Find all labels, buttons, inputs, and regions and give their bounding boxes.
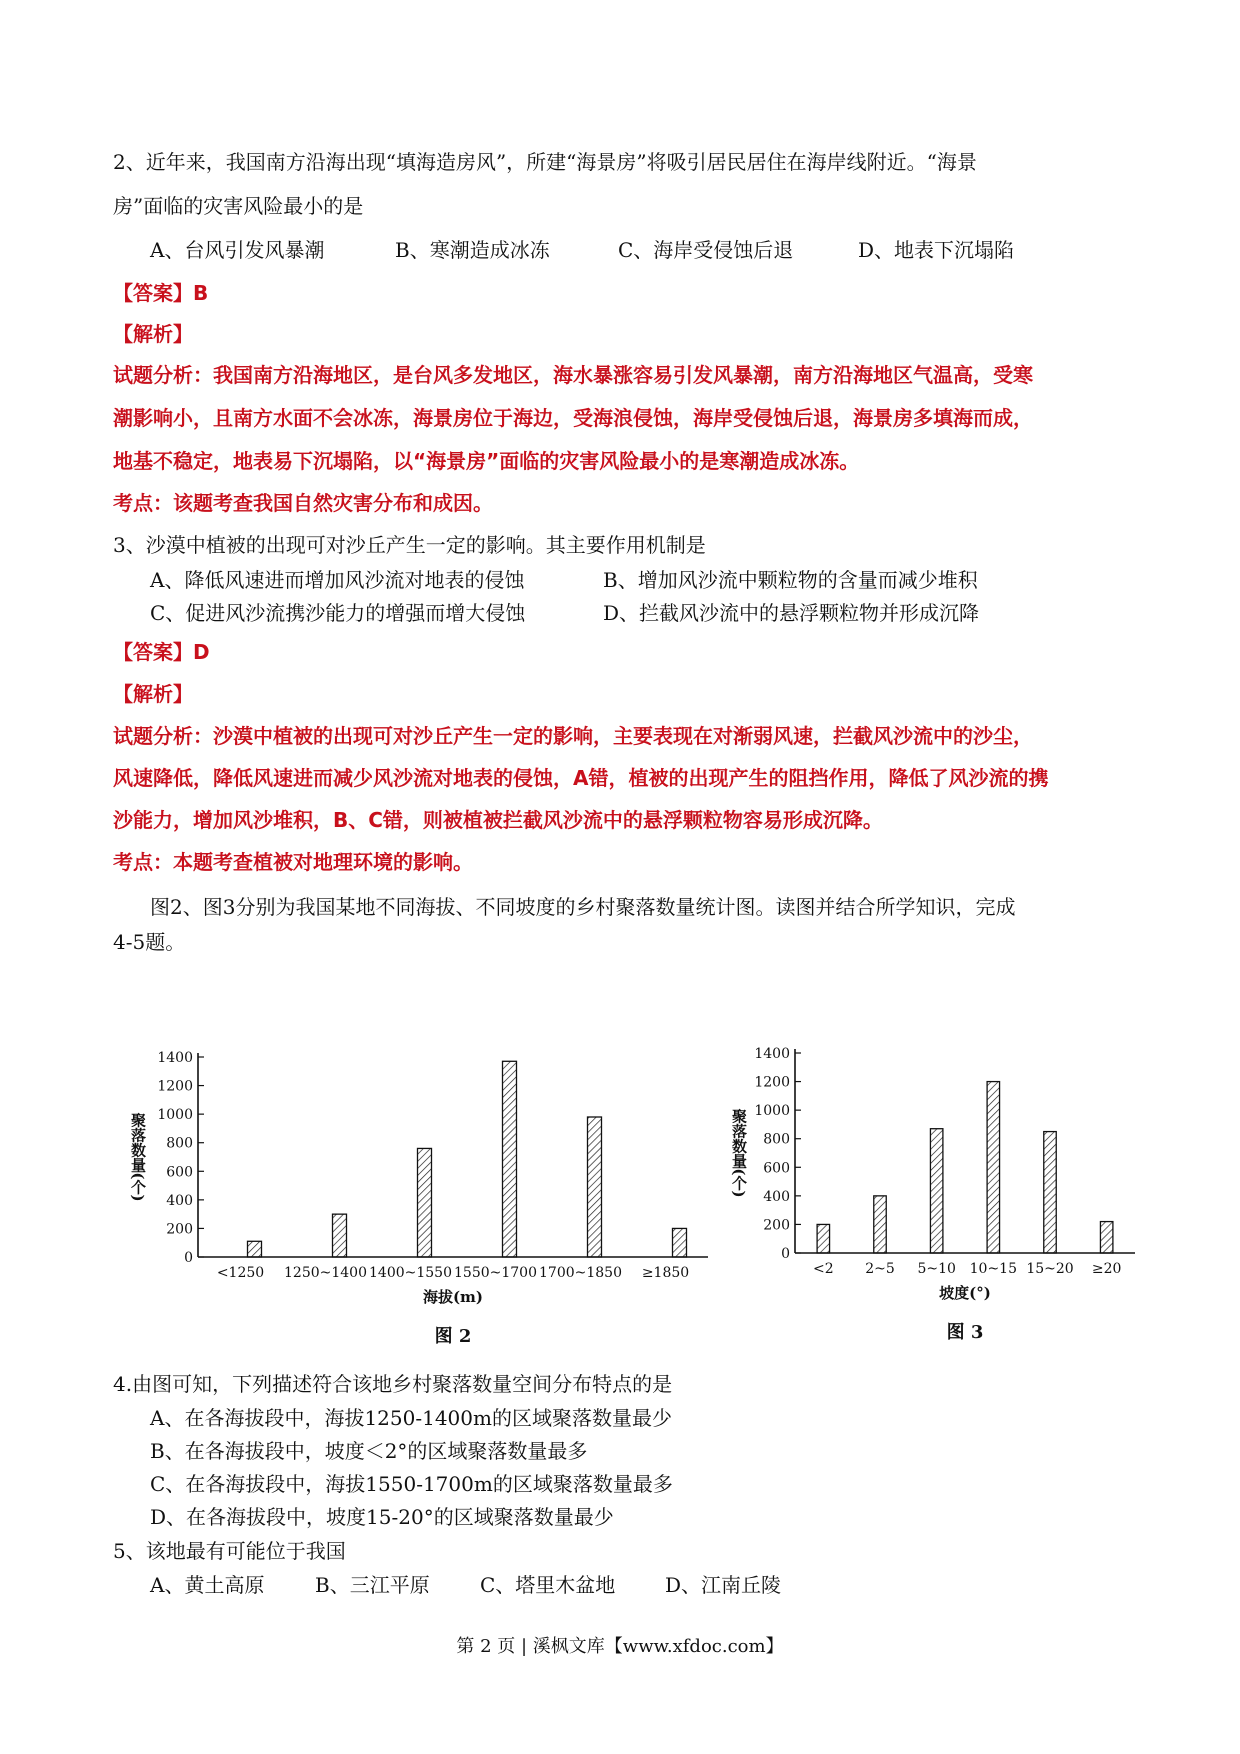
bar <box>1044 1132 1056 1253</box>
bar <box>333 1214 347 1257</box>
q4-option-c: C、在各海拔段中，海拔1550-1700m的区域聚落数量最多 <box>150 1472 673 1496</box>
x-tick-label: ≥20 <box>1091 1261 1122 1277</box>
x-tick-label: <1250 <box>216 1265 265 1281</box>
x-tick-label: ≥1850 <box>641 1265 690 1281</box>
q3-analysis-label: 【解析】 <box>113 682 193 706</box>
q3-analysis-line3: 沙能力，增加风沙堆积，B、C错，则被植被拦截风沙流中的悬浮颗粒物容易形成沉降。 <box>113 808 883 832</box>
x-tick-label: 10~15 <box>969 1261 1018 1277</box>
x-tick-label: 1250~1400 <box>284 1265 367 1281</box>
y-tick-label: 600 <box>166 1164 193 1181</box>
y-tick-label: 1000 <box>157 1107 193 1124</box>
q3-analysis-line1: 试题分析：沙漠中植被的出现可对沙丘产生一定的影响，主要表现在对渐弱风速，拦截风沙流中的沙尘， <box>113 724 1033 748</box>
x-tick-label: 2~5 <box>865 1261 895 1277</box>
figure-intro-line2: 4-5题。 <box>113 930 186 954</box>
bar <box>418 1148 432 1257</box>
chart-title: 图 3 <box>946 1322 984 1343</box>
bar <box>248 1241 262 1257</box>
y-tick-label: 800 <box>763 1131 790 1148</box>
y-tick-label: 400 <box>763 1188 790 1205</box>
q3-option-b: B、增加风沙流中颗粒物的含量而减少堆积 <box>603 568 978 592</box>
y-tick-label: 800 <box>166 1135 193 1152</box>
q3-answer: 【答案】D <box>113 640 210 664</box>
q4-stem: 4.由图可知，下列描述符合该地乡村聚落数量空间分布特点的是 <box>113 1372 673 1396</box>
page-footer: 第 2 页 | 溪枫文库【www.xfdoc.com】 <box>456 1636 784 1657</box>
q2-analysis-line2: 潮影响小，且南方水面不会冰冻，海景房位于海边，受海浪侵蚀，海岸受侵蚀后退，海景房多填海而成， <box>113 406 1033 430</box>
figure-2-chart <box>120 1020 720 1360</box>
x-axis-label: 海拔(m) <box>422 1288 484 1306</box>
q2-option-c: C、海岸受侵蚀后退 <box>618 238 794 262</box>
q4-option-d: D、在各海拔段中，坡度15-20°的区域聚落数量最少 <box>150 1505 614 1529</box>
figure-3-chart <box>725 1015 1145 1355</box>
q2-answer: 【答案】B <box>113 281 209 305</box>
chart-title: 图 2 <box>434 1326 472 1347</box>
q3-analysis-line2: 风速降低，降低风速进而减少风沙流对地表的侵蚀，A错，植被的出现产生的阻挡作用，降低了风沙流的携 <box>113 766 1049 790</box>
q3-kaodian: 考点：本题考查植被对地理环境的影响。 <box>113 850 473 874</box>
bar <box>503 1061 517 1257</box>
bar <box>1100 1222 1112 1253</box>
x-axis-label: 坡度(°) <box>939 1284 991 1302</box>
q4-option-a: A、在各海拔段中，海拔1250-1400m的区域聚落数量最少 <box>150 1406 672 1430</box>
q2-stem-line2: 房”面临的灾害风险最小的是 <box>113 194 364 218</box>
y-tick-label: 400 <box>166 1192 193 1209</box>
y-axis-label: 聚落数量(个) <box>129 1112 147 1202</box>
y-tick-label: 1000 <box>754 1103 790 1120</box>
q2-analysis-line1: 试题分析：我国南方沿海地区，是台风多发地区，海水暴涨容易引发风暴潮，南方沿海地区气温高，受寒 <box>113 363 1033 387</box>
q2-option-a: A、台风引发风暴潮 <box>150 238 325 262</box>
x-tick-label: 15~20 <box>1026 1261 1074 1277</box>
bar <box>930 1129 942 1253</box>
q4-option-b: B、在各海拔段中，坡度＜2°的区域聚落数量最多 <box>150 1439 588 1463</box>
y-axis-label: 聚落数量(个) <box>730 1108 748 1198</box>
x-tick-label: <2 <box>813 1261 834 1277</box>
bar <box>673 1228 687 1257</box>
q5-option-c: C、塔里木盆地 <box>480 1573 616 1597</box>
q3-stem: 3、沙漠中植被的出现可对沙丘产生一定的影响。其主要作用机制是 <box>113 533 706 557</box>
q5-stem: 5、该地最有可能位于我国 <box>113 1539 346 1563</box>
q3-option-a: A、降低风速进而增加风沙流对地表的侵蚀 <box>150 568 525 592</box>
q5-option-a: A、黄土高原 <box>150 1573 265 1597</box>
bar <box>874 1196 886 1253</box>
y-tick-label: 200 <box>763 1217 790 1234</box>
q2-kaodian: 考点：该题考查我国自然灾害分布和成因。 <box>113 491 493 515</box>
q2-stem-line1: 2、近年来，我国南方沿海出现“填海造房风”，所建“海景房”将吸引居民居住在海岸线附近。“海景 <box>113 150 977 174</box>
x-tick-label: 1400~1550 <box>369 1265 452 1281</box>
q2-analysis-line3: 地基不稳定，地表易下沉塌陷，以“海景房”面临的灾害风险最小的是寒潮造成冰冻。 <box>113 449 860 473</box>
y-tick-label: 200 <box>166 1221 193 1238</box>
y-tick-label: 1400 <box>754 1046 790 1062</box>
q3-option-c: C、促进风沙流携沙能力的增强而增大侵蚀 <box>150 601 526 625</box>
bar <box>987 1082 999 1253</box>
y-tick-label: 1200 <box>754 1074 790 1091</box>
bar <box>817 1224 829 1253</box>
q3-option-d: D、拦截风沙流中的悬浮颗粒物并形成沉降 <box>603 601 980 625</box>
q5-option-d: D、江南丘陵 <box>665 1573 782 1597</box>
x-tick-label: 1550~1700 <box>454 1265 537 1281</box>
q2-option-b: B、寒潮造成冰冻 <box>395 238 550 262</box>
x-tick-label: 5~10 <box>917 1261 956 1277</box>
y-tick-label: 0 <box>781 1246 790 1262</box>
y-tick-label: 1200 <box>157 1078 193 1095</box>
y-tick-label: 600 <box>763 1160 790 1177</box>
x-tick-label: 1700~1850 <box>539 1265 622 1281</box>
q2-option-d: D、地表下沉塌陷 <box>858 238 1015 262</box>
y-tick-label: 1400 <box>157 1050 193 1066</box>
bar <box>588 1117 602 1257</box>
q2-analysis-label: 【解析】 <box>113 322 193 346</box>
q5-option-b: B、三江平原 <box>315 1573 430 1597</box>
y-tick-label: 0 <box>184 1250 193 1266</box>
figure-intro-line1: 图2、图3分别为我国某地不同海拔、不同坡度的乡村聚落数量统计图。读图并结合所学知识，完成 <box>150 895 1016 919</box>
